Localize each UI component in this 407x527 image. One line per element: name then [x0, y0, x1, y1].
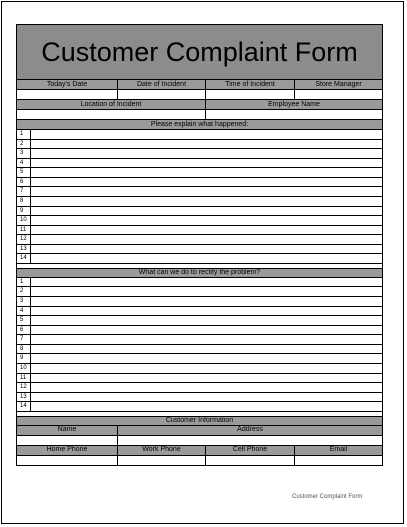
explain-line[interactable] — [17, 254, 382, 264]
employee-name-field[interactable] — [205, 110, 383, 120]
explain-line-field[interactable] — [31, 187, 382, 196]
location-label: Location of Incident — [16, 100, 205, 110]
explain-line-field[interactable] — [31, 235, 382, 244]
explain-line-field[interactable] — [31, 149, 382, 158]
store-manager-field[interactable] — [294, 90, 383, 100]
explain-line[interactable] — [17, 245, 382, 255]
cell-phone-field[interactable] — [205, 456, 294, 466]
line-number: 8 — [17, 345, 31, 354]
rectify-line-field[interactable] — [31, 307, 382, 316]
form-title: Customer Complaint Form — [16, 24, 383, 80]
explain-line-field[interactable] — [31, 197, 382, 206]
explain-line[interactable] — [17, 235, 382, 245]
rectify-line-field[interactable] — [31, 374, 382, 383]
rectify-line[interactable] — [17, 374, 382, 384]
explain-line-field[interactable] — [31, 226, 382, 235]
line-number: 2 — [17, 140, 31, 149]
work-phone-label: Work Phone — [117, 446, 205, 456]
location-field[interactable] — [16, 110, 205, 120]
line-number: 9 — [17, 207, 31, 216]
explain-lines — [16, 130, 383, 264]
line-number: 12 — [17, 235, 31, 244]
customer-info-header: Customer Information — [16, 416, 383, 426]
rectify-line-field[interactable] — [31, 402, 382, 411]
work-phone-field[interactable] — [117, 456, 205, 466]
line-number: 5 — [17, 168, 31, 177]
line-number: 11 — [17, 226, 31, 235]
line-number: 1 — [17, 278, 31, 287]
explain-line[interactable] — [17, 207, 382, 217]
line-number: 2 — [17, 287, 31, 296]
explain-line[interactable] — [17, 178, 382, 188]
explain-line-field[interactable] — [31, 178, 382, 187]
rectify-line[interactable] — [17, 383, 382, 393]
customer-address-field[interactable] — [117, 436, 383, 446]
rectify-line[interactable] — [17, 316, 382, 326]
date-of-incident-field[interactable] — [117, 90, 205, 100]
rectify-line-field[interactable] — [31, 278, 382, 287]
rectify-line-field[interactable] — [31, 364, 382, 373]
rectify-line-field[interactable] — [31, 383, 382, 392]
rectify-line[interactable] — [17, 297, 382, 307]
explain-line-field[interactable] — [31, 159, 382, 168]
line-number: 3 — [17, 297, 31, 306]
rectify-line-field[interactable] — [31, 345, 382, 354]
rectify-line[interactable] — [17, 287, 382, 297]
explain-line[interactable] — [17, 216, 382, 226]
explain-line[interactable] — [17, 159, 382, 169]
rectify-line[interactable] — [17, 354, 382, 364]
line-number: 5 — [17, 316, 31, 325]
line-number: 1 — [17, 130, 31, 139]
explain-line-field[interactable] — [31, 130, 382, 139]
rectify-line[interactable] — [17, 307, 382, 317]
todays-date-field[interactable] — [16, 90, 117, 100]
explain-line[interactable] — [17, 226, 382, 236]
footer-caption: Customer Complaint Form — [292, 494, 363, 500]
line-number: 10 — [17, 364, 31, 373]
rectify-line[interactable] — [17, 345, 382, 355]
line-number: 13 — [17, 393, 31, 402]
line-number: 9 — [17, 354, 31, 363]
line-number: 10 — [17, 216, 31, 225]
rectify-line-field[interactable] — [31, 335, 382, 344]
rectify-line[interactable] — [17, 326, 382, 336]
rectify-line[interactable] — [17, 402, 382, 412]
explain-line[interactable] — [17, 130, 382, 140]
complaint-form — [16, 24, 383, 466]
rectify-line-field[interactable] — [31, 393, 382, 402]
explain-line[interactable] — [17, 197, 382, 207]
customer-name-input-row — [16, 436, 383, 446]
time-of-incident-field[interactable] — [205, 90, 294, 100]
email-field[interactable] — [294, 456, 383, 466]
customer-address-label: Address — [117, 426, 383, 436]
todays-date-label: Today's Date — [16, 80, 117, 90]
rectify-line[interactable] — [17, 393, 382, 403]
time-of-incident-label: Time of Incident — [205, 80, 294, 90]
rectify-line-field[interactable] — [31, 326, 382, 335]
explain-line-field[interactable] — [31, 207, 382, 216]
line-number: 7 — [17, 335, 31, 344]
cell-phone-label: Cell Phone — [205, 446, 294, 456]
form-page — [1, 1, 404, 524]
rectify-line[interactable] — [17, 335, 382, 345]
line-number: 8 — [17, 197, 31, 206]
explain-line-field[interactable] — [31, 216, 382, 225]
rectify-line[interactable] — [17, 364, 382, 374]
customer-name-label: Name — [16, 426, 117, 436]
explain-line-field[interactable] — [31, 254, 382, 263]
line-number: 3 — [17, 149, 31, 158]
customer-phone-input-row — [16, 456, 383, 466]
explain-line[interactable] — [17, 187, 382, 197]
rectify-line-field[interactable] — [31, 354, 382, 363]
rectify-line-field[interactable] — [31, 287, 382, 296]
rectify-line-field[interactable] — [31, 297, 382, 306]
explain-line-field[interactable] — [31, 245, 382, 254]
home-phone-field[interactable] — [16, 456, 117, 466]
explain-line[interactable] — [17, 149, 382, 159]
explain-section-header: Please explain what happened: — [16, 120, 383, 130]
home-phone-label: Home Phone — [16, 446, 117, 456]
line-number: 4 — [17, 159, 31, 168]
line-number: 14 — [17, 402, 31, 411]
line-number: 6 — [17, 178, 31, 187]
explain-line[interactable] — [17, 140, 382, 150]
line-number: 12 — [17, 383, 31, 392]
explain-line[interactable] — [17, 168, 382, 178]
rectify-line-field[interactable] — [31, 316, 382, 325]
line-number: 4 — [17, 307, 31, 316]
line-number: 14 — [17, 254, 31, 263]
rectify-section-header: What can we do to rectify the problem? — [16, 268, 383, 278]
customer-name-field[interactable] — [16, 436, 117, 446]
store-manager-label: Store Manager — [294, 80, 383, 90]
line-number: 11 — [17, 374, 31, 383]
date-input-row — [16, 90, 383, 100]
line-number: 13 — [17, 245, 31, 254]
employee-name-label: Employee Name — [205, 100, 383, 110]
line-number: 7 — [17, 187, 31, 196]
customer-phone-header-row — [16, 446, 383, 456]
location-input-row — [16, 110, 383, 120]
customer-name-header-row — [16, 426, 383, 436]
date-header-row — [16, 80, 383, 90]
rectify-lines — [16, 278, 383, 412]
line-number: 6 — [17, 326, 31, 335]
rectify-line[interactable] — [17, 278, 382, 288]
email-label: Email — [294, 446, 383, 456]
explain-line-field[interactable] — [31, 168, 382, 177]
date-of-incident-label: Date of Incident — [117, 80, 205, 90]
location-header-row — [16, 100, 383, 110]
explain-line-field[interactable] — [31, 140, 382, 149]
